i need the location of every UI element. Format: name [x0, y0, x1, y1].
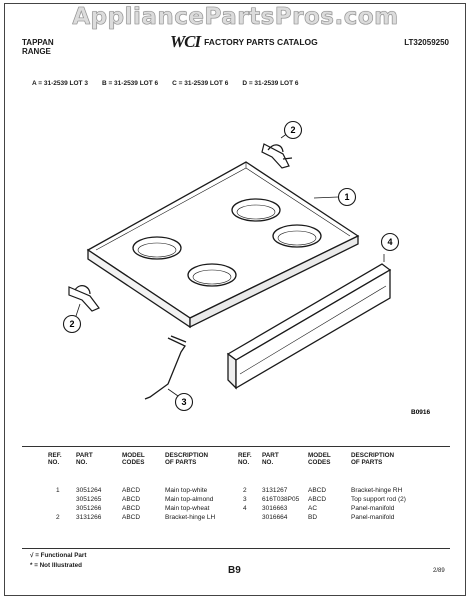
model-cell: ABCD [122, 487, 141, 494]
part-cell: 3051265 [76, 496, 102, 503]
header-desc-right: DESCRIPTION OF PARTS [351, 452, 395, 466]
header-ref-right: REF. NO. [238, 452, 252, 466]
model-cell: AC [308, 505, 318, 512]
leader-1 [314, 197, 338, 198]
callout-4 [382, 234, 399, 251]
part-cell: 3016663 [262, 505, 288, 512]
leader-2-left [76, 304, 80, 316]
header-desc-left: DESCRIPTION OF PARTS [165, 452, 209, 466]
desc-cell: Panel-manifold [351, 505, 395, 512]
wci-logo: WCI [170, 32, 201, 51]
svg-text:3: 3 [181, 397, 187, 407]
lot-b: B = 31-2539 LOT 6 [101, 80, 159, 87]
table-bottom-rule [22, 548, 450, 549]
ref-cell: 2 [243, 487, 247, 494]
part-cell: 3051264 [76, 487, 102, 494]
desc-cell: Bracket-hinge LH [165, 514, 216, 521]
revision-date: 2/89 [433, 568, 445, 574]
catalog-title: FACTORY PARTS CATALOG [204, 37, 318, 47]
desc-cell: Main top-white [165, 487, 208, 494]
svg-text:4: 4 [387, 237, 393, 247]
catalog-number: LT32059250 [404, 38, 449, 47]
support-rod [145, 336, 186, 399]
lot-c: C = 31-2539 LOT 6 [172, 80, 229, 87]
model-cell: ABCD [122, 505, 141, 512]
svg-text:1: 1 [344, 192, 350, 202]
hinge-bracket-rh [262, 144, 292, 168]
svg-text:2: 2 [290, 125, 296, 135]
hinge-bracket-lh [69, 286, 99, 311]
page-number: B9 [228, 565, 241, 576]
ref-cell: 3 [243, 496, 247, 503]
lot-d: D = 31-2539 LOT 6 [242, 80, 299, 87]
part-cell: 616T038P05 [262, 496, 300, 503]
ref-cell: 4 [243, 505, 247, 512]
table-top-rule [22, 446, 450, 447]
functional-part-note: √ = Functional Part [30, 552, 87, 559]
desc-cell: Main top-almond [165, 496, 214, 503]
ref-cell: 2 [56, 514, 60, 521]
svg-text:2: 2 [69, 319, 75, 329]
header-part-left: PART NO. [76, 452, 93, 466]
callout-2-top [285, 122, 302, 139]
callout-1 [339, 189, 356, 206]
not-illustrated-note: * = Not Illustrated [30, 562, 82, 569]
ref-cell: 1 [56, 487, 60, 494]
desc-cell: Top support rod (2) [351, 496, 406, 503]
leader-3 [168, 389, 178, 396]
desc-cell: Bracket-hinge RH [351, 487, 403, 494]
brand-line-1: TAPPAN [22, 38, 54, 47]
figure-code: B0916 [411, 409, 431, 416]
part-cell: 3016664 [262, 514, 288, 521]
part-cell: 3051266 [76, 505, 102, 512]
callout-3 [176, 394, 193, 411]
header-model-right: MODEL CODES [308, 452, 331, 466]
part-cell: 3131266 [76, 514, 102, 521]
desc-cell: Main top-wheat [165, 505, 210, 512]
model-cell: ABCD [122, 514, 141, 521]
watermark: AppliancePartsPros.com [72, 4, 399, 30]
model-cell: BD [308, 514, 318, 521]
model-cell: ABCD [308, 487, 327, 494]
model-cell: ABCD [308, 496, 327, 503]
brand-line-2: RANGE [22, 47, 51, 56]
part-cell: 3131267 [262, 487, 288, 494]
header-ref-left: REF. NO. [48, 452, 62, 466]
header-model-left: MODEL CODES [122, 452, 145, 466]
callout-2-left [64, 316, 81, 333]
lot-a: A = 31-2539 LOT 3 [32, 80, 88, 87]
header-part-right: PART NO. [262, 452, 279, 466]
desc-cell: Panel-manifold [351, 514, 395, 521]
model-cell: ABCD [122, 496, 141, 503]
